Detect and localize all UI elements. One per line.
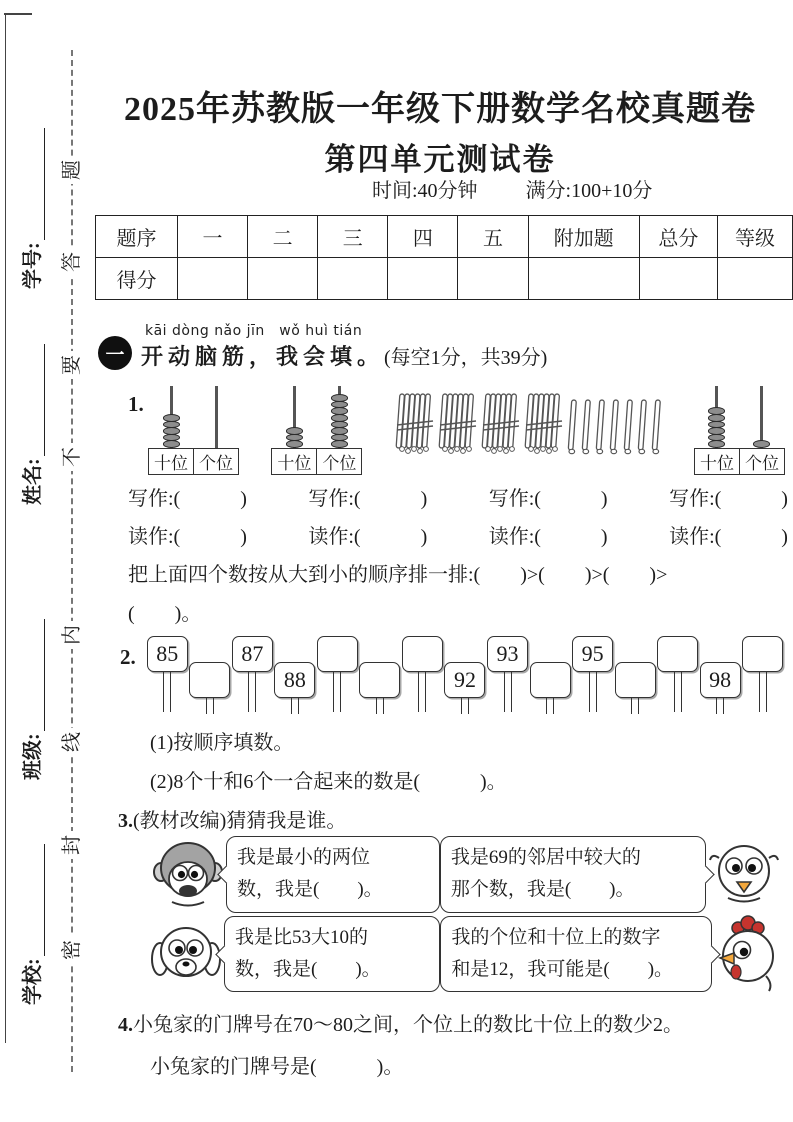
number-sign-row — [146, 636, 784, 718]
abacus-rod-column — [694, 386, 739, 448]
sign-blank — [317, 636, 358, 672]
read-as-blank: 读作:( ) — [488, 526, 608, 548]
loose-stick — [581, 398, 592, 461]
sidebar-field-label: 学校: — [22, 958, 44, 1005]
stick-bundle — [395, 392, 435, 461]
write-as-blank: 写作:( ) — [308, 488, 428, 510]
question-4-line2: 小兔家的门牌号是( )。 — [150, 1056, 404, 1078]
question-3-heading — [118, 804, 346, 833]
score-table-score-row — [96, 258, 793, 300]
score-table-header-cell: 题序 — [96, 216, 178, 258]
abacus-rod-column — [194, 386, 239, 448]
bubble-text-line: 我是比53大10的 — [235, 926, 369, 948]
full-score: 满分:100+10分 — [525, 180, 653, 202]
read-as-blank: 读作:( ) — [669, 526, 788, 548]
seal-line-char: 答 — [58, 248, 86, 276]
sign-post — [163, 672, 171, 712]
score-table-header-cell: 等级 — [717, 216, 792, 258]
place-value-box — [694, 448, 785, 475]
abacus-figure — [694, 386, 785, 475]
dog-icon — [148, 917, 224, 991]
bird-icon — [706, 838, 782, 910]
time-limit: 时间:40分钟 — [372, 180, 478, 202]
score-table-empty-cell — [458, 258, 528, 300]
abacus-bead — [163, 440, 180, 448]
sign-post — [376, 698, 384, 714]
abacus-bead — [753, 440, 770, 448]
bubble-text-line: 我是最小的两位 — [237, 847, 371, 868]
write-as-blank: 写作:( ) — [669, 488, 788, 510]
blank-underline — [28, 128, 45, 240]
score-table-header-row — [96, 216, 793, 258]
seal-line-char: 密 — [58, 936, 86, 964]
ordering-prompt: 把上面四个数按从大到小的顺序排一排:( )>( )>( )> — [128, 564, 668, 586]
score-table-empty-cell — [177, 258, 247, 300]
sign-post — [546, 698, 554, 714]
rooster-icon — [712, 914, 784, 994]
number-sign — [614, 636, 657, 718]
question-4-text: 小兔家的门牌号在70～80之间，个位上的数比十位上的数少2。 — [133, 1014, 683, 1036]
sign-blank — [657, 636, 698, 672]
abacus-figure — [148, 386, 239, 475]
score-table — [95, 215, 793, 300]
sidebar-field-label: 姓名: — [22, 458, 44, 505]
paper-subtitle: 第四单元测试卷 — [324, 141, 556, 177]
write-as-blank: 写作:( ) — [128, 488, 247, 510]
blank-underline — [28, 619, 45, 731]
loose-stick — [567, 398, 578, 461]
blank-underline — [28, 844, 45, 956]
write-as-blank: 写作:( ) — [488, 488, 608, 510]
monkey-icon — [150, 838, 226, 910]
place-value-label: 十位 — [272, 449, 317, 474]
score-table-header-cell: 总分 — [639, 216, 717, 258]
sticks-figure — [395, 392, 662, 475]
abacus-rod-column — [149, 386, 194, 448]
score-table-header-cell: 附加题 — [528, 216, 639, 258]
seal-line-char: 封 — [58, 831, 86, 859]
seal-line-char: 线 — [58, 728, 86, 756]
loose-stick — [623, 398, 634, 461]
bubble-text-line: 我是69的邻居中较大的 — [450, 847, 641, 868]
number-sign — [571, 636, 614, 718]
sign-post — [631, 698, 639, 714]
abacus-rod-column — [272, 386, 317, 448]
section-pinyin: kāi dòng nǎo jīn wǒ huì tián — [145, 323, 363, 339]
section-number-badge: 一 — [98, 336, 132, 370]
question-2-sub1: (1)按顺序填数。 — [150, 732, 294, 754]
sign-value: 98 — [700, 662, 741, 698]
sidebar-field-label: 学号: — [22, 242, 44, 289]
read-as-blank: 读作:( ) — [308, 526, 428, 548]
place-value-label: 十位 — [695, 449, 740, 474]
number-sign — [274, 636, 317, 718]
bubble-text-line: 和是12，我可能是( )。 — [451, 959, 674, 980]
score-table-empty-cell — [528, 258, 639, 300]
sidebar-field-3 — [19, 588, 45, 780]
place-value-label: 个位 — [199, 454, 233, 473]
score-table-empty-cell — [639, 258, 717, 300]
guess-who-row-2 — [148, 914, 784, 994]
sign-post — [418, 672, 426, 712]
sign-value: 85 — [147, 636, 188, 672]
loose-stick — [637, 398, 648, 461]
sign-value: 93 — [487, 636, 528, 672]
sign-blank — [615, 662, 656, 698]
number-sign — [656, 636, 699, 718]
number-sign — [699, 636, 742, 718]
sign-post — [674, 672, 682, 712]
sign-post — [716, 698, 724, 714]
number-sign — [741, 636, 784, 718]
read-as-row — [128, 520, 788, 549]
score-table-empty-cell — [248, 258, 318, 300]
question-1-figures — [148, 386, 785, 475]
number-sign — [444, 636, 487, 718]
write-as-row — [128, 482, 788, 511]
question-2-number: 2. — [120, 645, 136, 669]
sign-post — [291, 698, 299, 714]
section-one-header — [98, 320, 547, 371]
sign-blank — [742, 636, 783, 672]
number-sign — [359, 636, 402, 718]
number-sign — [486, 636, 529, 718]
loose-stick — [609, 398, 620, 461]
read-as-blank: 读作:( ) — [128, 526, 247, 548]
sidebar-field-4 — [19, 813, 45, 1005]
guess-who-row-1 — [150, 836, 782, 913]
place-value-label: 十位 — [149, 449, 194, 474]
number-sign — [529, 636, 572, 718]
seal-line-char: 要 — [58, 351, 86, 379]
place-value-label: 个位 — [744, 454, 779, 473]
sign-post — [248, 672, 256, 712]
number-sign — [189, 636, 232, 718]
abacus-rod-column — [317, 386, 362, 448]
speech-bubble — [440, 916, 712, 993]
sign-value: 88 — [274, 662, 315, 698]
question-1-number: 1. — [128, 392, 144, 416]
seal-line-char: 内 — [58, 621, 86, 649]
sign-blank — [402, 636, 443, 672]
question-3-number: 3. — [118, 810, 133, 832]
seal-dashed-line — [71, 50, 73, 1072]
number-sign — [146, 636, 189, 718]
sidebar-field-label: 班级: — [22, 733, 44, 780]
abacus-rod-column — [739, 386, 784, 448]
sign-post — [759, 672, 767, 712]
number-sign — [401, 636, 444, 718]
place-value-box — [148, 448, 239, 475]
number-sign — [231, 636, 274, 718]
sidebar-field-2 — [19, 313, 45, 505]
abacus-figure — [271, 386, 362, 475]
sign-blank — [530, 662, 571, 698]
ordering-prompt-continuation: ( )。 — [128, 603, 202, 625]
sign-post — [504, 672, 512, 712]
question-2-sub2: (2)8个十和6个一合起来的数是( )。 — [150, 771, 507, 793]
exam-info-line — [372, 174, 652, 203]
score-table-empty-cell — [388, 258, 458, 300]
sign-value: 92 — [444, 662, 485, 698]
stick-bundle — [524, 392, 564, 461]
speech-bubble — [224, 916, 440, 993]
seal-line-char: 不 — [58, 443, 86, 471]
score-table-empty-cell — [717, 258, 792, 300]
sign-post — [461, 698, 469, 714]
loose-stick — [595, 398, 606, 461]
place-value-label: 个位 — [322, 454, 357, 473]
seal-line-char: 题 — [58, 156, 86, 184]
bubble-text-line: 数，我是( )。 — [237, 879, 383, 901]
sign-blank — [189, 662, 230, 698]
score-table-header-cell: 三 — [318, 216, 388, 258]
score-table-header-cell: 五 — [458, 216, 528, 258]
stick-bundle — [481, 392, 521, 461]
abacus-bead — [708, 440, 725, 448]
sidebar-field-1 — [19, 97, 45, 289]
abacus-rod — [760, 386, 763, 448]
section-points-note: (每空1分，共39分) — [384, 347, 548, 369]
bubble-text-line: 那个数，我是( )。 — [450, 879, 635, 901]
abacus-bead — [331, 440, 348, 448]
stick-bundle — [438, 392, 478, 461]
paper-title: 2025年苏教版一年级下册数学名校真题卷 — [124, 90, 756, 128]
sign-post — [589, 672, 597, 712]
score-table-header-cell: 二 — [248, 216, 318, 258]
bubble-text-line: 数，我是( )。 — [235, 959, 381, 980]
loose-stick — [651, 398, 662, 461]
sign-value: 87 — [232, 636, 273, 672]
score-table-header-cell: 四 — [388, 216, 458, 258]
question-3-title: (教材改编)猜猜我是谁。 — [133, 810, 347, 832]
sign-blank — [359, 662, 400, 698]
bubble-text-line: 我的个位和十位上的数字 — [451, 926, 661, 948]
question-4-number: 4. — [118, 1014, 133, 1036]
abacus-bead — [286, 440, 303, 448]
question-4-line1 — [118, 1008, 683, 1037]
section-title: 开动脑筋，我会填。 — [141, 344, 385, 369]
sign-post — [206, 698, 214, 714]
sign-value: 95 — [572, 636, 613, 672]
sign-post — [333, 672, 341, 712]
place-value-box — [271, 448, 362, 475]
speech-bubble — [226, 836, 440, 913]
score-row-label: 得分 — [96, 258, 178, 300]
blank-underline — [28, 344, 45, 456]
speech-bubble — [440, 836, 706, 913]
seal-margin-sidebar — [0, 0, 95, 1122]
abacus-rod — [215, 386, 218, 448]
score-table-empty-cell — [318, 258, 388, 300]
score-table-header-cell: 一 — [177, 216, 247, 258]
number-sign — [316, 636, 359, 718]
